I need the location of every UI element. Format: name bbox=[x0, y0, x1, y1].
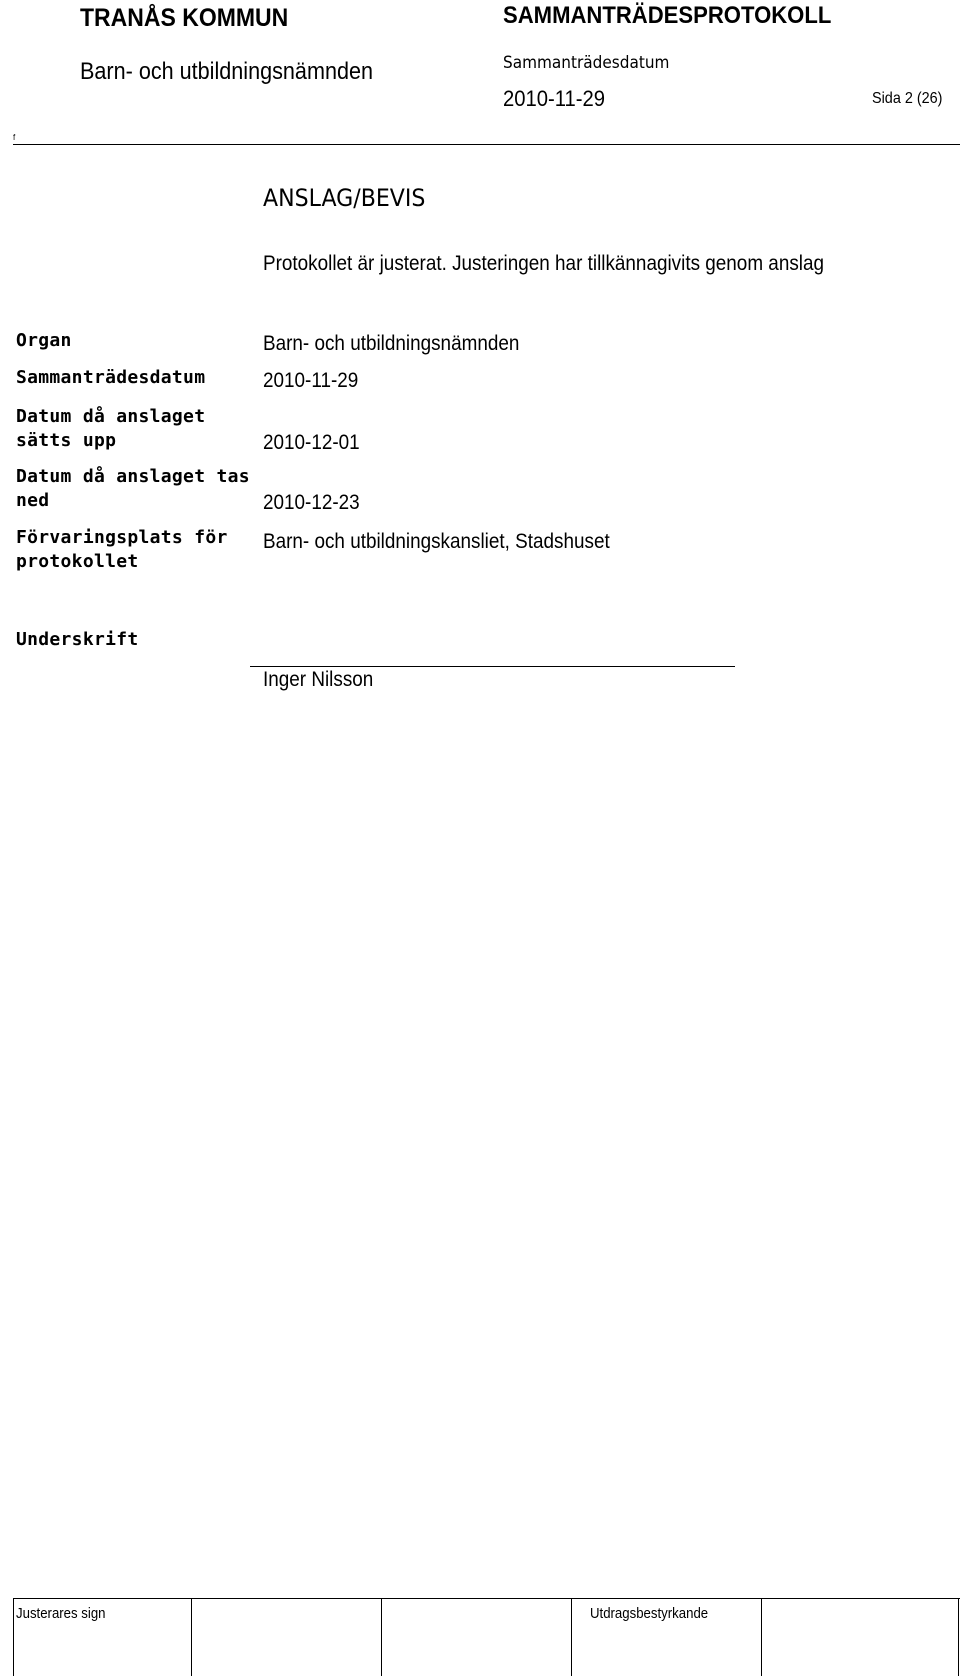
signature-line bbox=[250, 666, 735, 667]
detail-value-sammantradesdatum: 2010-11-29 bbox=[263, 369, 359, 392]
footer-label-justerares-sign: Justerares sign bbox=[16, 1605, 106, 1622]
detail-value-anslag-upp: 2010-12-01 bbox=[263, 431, 360, 454]
footer-cell-sign-3 bbox=[382, 1599, 572, 1676]
detail-label-anslag-upp: Datum då anslaget sätts upp bbox=[16, 406, 206, 451]
organization-name: TRANÅS KOMMUN bbox=[80, 4, 289, 32]
signature-label: Underskrift bbox=[16, 629, 139, 650]
committee-name: Barn- och utbildningsnämnden bbox=[80, 58, 373, 85]
section-title: ANSLAG/BEVIS bbox=[263, 184, 426, 212]
detail-label-organ: Organ bbox=[16, 330, 72, 351]
footer-label-utdragsbestyrkande: Utdragsbestyrkande bbox=[590, 1605, 709, 1622]
detail-value-anslag-ned: 2010-12-23 bbox=[263, 491, 360, 514]
signature-name: Inger Nilsson bbox=[263, 668, 374, 691]
protocol-title: SAMMANTRÄDESPROTOKOLL bbox=[503, 2, 832, 29]
detail-value-forvaringsplats: Barn- och utbildningskansliet, Stadshuset bbox=[263, 530, 610, 553]
detail-value-organ: Barn- och utbildningsnämnden bbox=[263, 332, 520, 355]
header-divider bbox=[13, 144, 960, 145]
footer-cell-utdragsbestyrkande bbox=[590, 1599, 959, 1676]
meeting-date-value: 2010-11-29 bbox=[503, 86, 606, 111]
margin-mark: f bbox=[13, 133, 16, 142]
section-intro: Protokollet är justerat. Justeringen har tillkännagivits genom anslag bbox=[263, 252, 825, 275]
detail-label-anslag-ned: Datum då anslaget tas ned bbox=[16, 466, 250, 511]
page-number: Sida 2 (26) bbox=[872, 90, 943, 107]
detail-label-forvaringsplats: Förvaringsplats för protokollet bbox=[16, 527, 228, 572]
footer-signature-table bbox=[13, 1598, 960, 1676]
footer-cell-justerares-sign bbox=[14, 1599, 192, 1676]
meeting-date-label: Sammanträdesdatum bbox=[503, 53, 670, 73]
detail-label-sammantradesdatum: Sammanträdesdatum bbox=[16, 367, 206, 388]
footer-cell-sign-2 bbox=[192, 1599, 382, 1676]
